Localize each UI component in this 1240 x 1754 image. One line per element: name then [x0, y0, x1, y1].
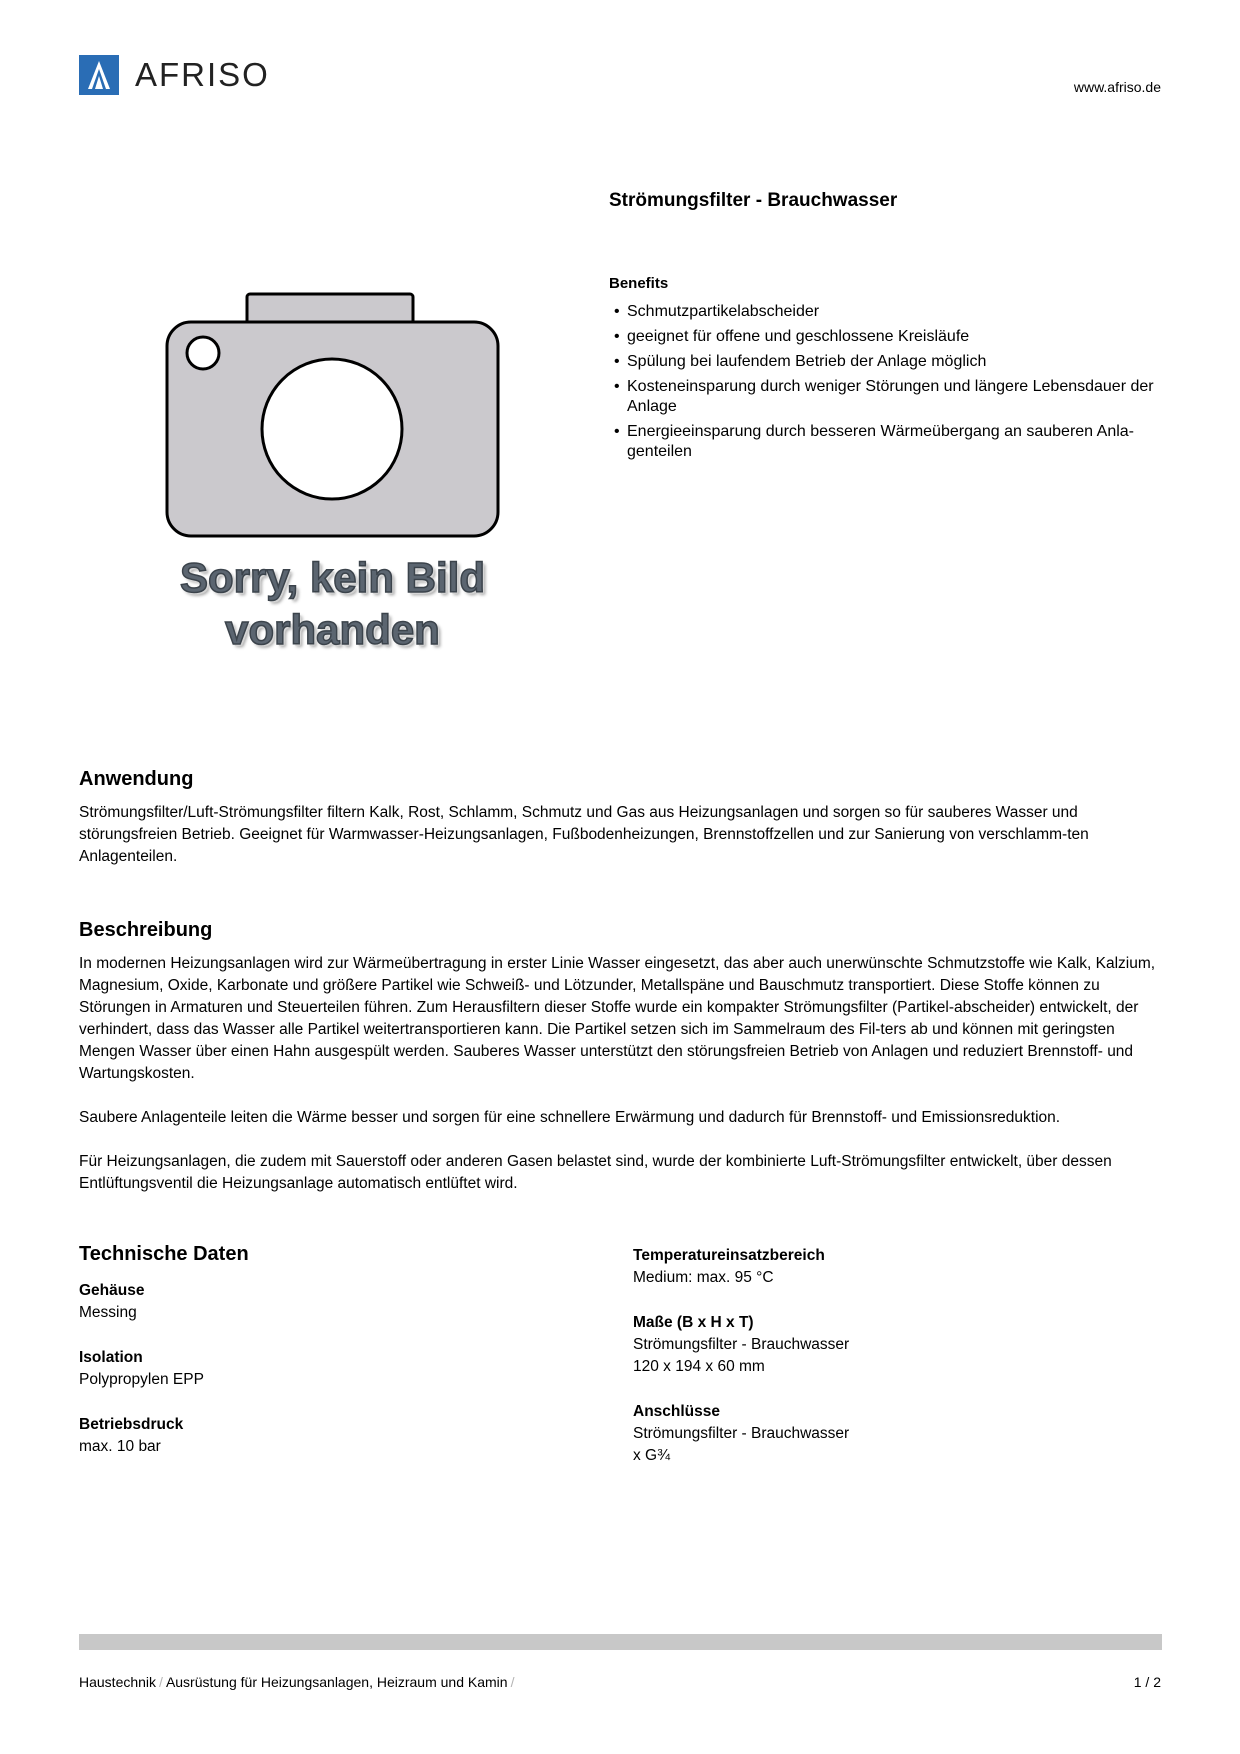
beschreibung-heading: Beschreibung	[79, 919, 213, 941]
benefit-item: • geeignet für offene und geschlossene Kreisläufe	[609, 327, 1164, 347]
breadcrumb-item[interactable]: Haustechnik	[79, 1674, 157, 1690]
anwendung-text: Strömungsfilter/Luft-Strömungsfilter filtern Kalk, Rost, Schlamm, Schmutz und Gas aus Heizungsanlagen und sorgen so für sauberes Wasser und störungsfreien Betrieb. Geeignet für Warmwasser-Heizungsanlagen, Fußbodenheizungen, Brennstoffzellen und zur Sanierung von verschlamm-ten Anlagenteilen.	[79, 804, 1089, 865]
website-url[interactable]: www.afriso.de	[1073, 79, 1161, 95]
benefit-item: • Energieeinsparung durch besseren Wärmeübergang an sauberen Anla-genteilen	[609, 422, 1164, 462]
spec-isolation: Isolation Polypropylen EPP	[79, 1349, 204, 1388]
technische-daten-heading: Technische Daten	[79, 1243, 249, 1265]
breadcrumb-separator: /	[510, 1674, 515, 1690]
spec-masse: Maße (B x H x T) Strömungsfilter - Brauchwasser 120 x 194 x 60 mm	[633, 1314, 850, 1375]
spec-temperatur: Temperatureinsatzbereich Medium: max. 95 °C	[633, 1247, 825, 1286]
benefit-item: • Spülung bei laufendem Betrieb der Anlage möglich	[609, 352, 1164, 372]
benefit-item: • Kosteneinsparung durch weniger Störungen und längere Lebensdauer der Anlage	[609, 377, 1164, 417]
footer-divider	[79, 1634, 1162, 1650]
benefit-item: • Schmutzpartikelabscheider	[609, 302, 1164, 322]
brand-name: AFRISO	[135, 56, 270, 93]
beschreibung-paragraph-2: Saubere Anlagenteile leiten die Wärme besser und sorgen für eine schnellere Erwärmung und dadurch für Brennstoff- und Emissionsreduktion.	[79, 1109, 1061, 1126]
logo-triangle-icon	[79, 55, 119, 95]
anwendung-heading: Anwendung	[79, 768, 194, 790]
no-image-text: Sorry, kein Bild vorhanden	[180, 554, 485, 653]
spec-betriebsdruck: Betriebsdruck max. 10 bar	[79, 1416, 184, 1455]
spec-anschluesse: Anschlüsse Strömungsfilter - Brauchwasser x G¾	[633, 1403, 850, 1464]
benefits-list	[609, 302, 1164, 467]
product-title: Strömungsfilter - Brauchwasser	[609, 190, 898, 211]
benefits-heading: Benefits	[609, 275, 669, 292]
breadcrumb-separator: /	[159, 1674, 163, 1690]
beschreibung-paragraph-3: Für Heizungsanlagen, die zudem mit Sauerstoff oder anderen Gasen belastet sind, wurde der kombinierte Luft-Strömungsfilter entwickelt, über dessen Entlüftungsventil die Heizungsanlage automatisch entlüftet wird.	[79, 1153, 1112, 1192]
spec-gehaeuse: Gehäuse Messing	[79, 1282, 145, 1321]
brand-logo	[79, 55, 270, 95]
beschreibung-paragraph-1: In modernen Heizungsanlagen wird zur Wärmeübertragung in erster Linie Wasser eingesetzt, das aber auch unerwünschte Schmutzstoffe wie Kalk, Kalzium, Magnesium, Oxide, Karbonate und größere Partikel wie Schweiß- und Lötzunder, Metallspäne und Bauschmutz transportiert. Diese Stoffe können zu Störungen in Armaturen und Steuerteilen führen. Zum Herausfiltern dieser Stoffe wurde ein kompakter Strömungsfilter (Partikel-abscheider) entwickelt, der verhindert, dass das Wasser alle Partikel weitertransportieren kann. Die Partikel setzen sich im Sammelraum des Fil-ters ab und können mit geringsten Mengen Wasser über einen Hahn ausgespült werden. Sauberes Wasser unterstützt den störungsfreien Betrieb von Anlagen und reduziert Brennstoff- und Wartungskosten.	[79, 955, 1156, 1082]
breadcrumb-item[interactable]: Ausrüstung für Heizungsanlagen, Heizraum und Kamin	[165, 1674, 508, 1690]
breadcrumb	[79, 1674, 517, 1690]
page-number: 1 / 2	[1133, 1674, 1161, 1690]
